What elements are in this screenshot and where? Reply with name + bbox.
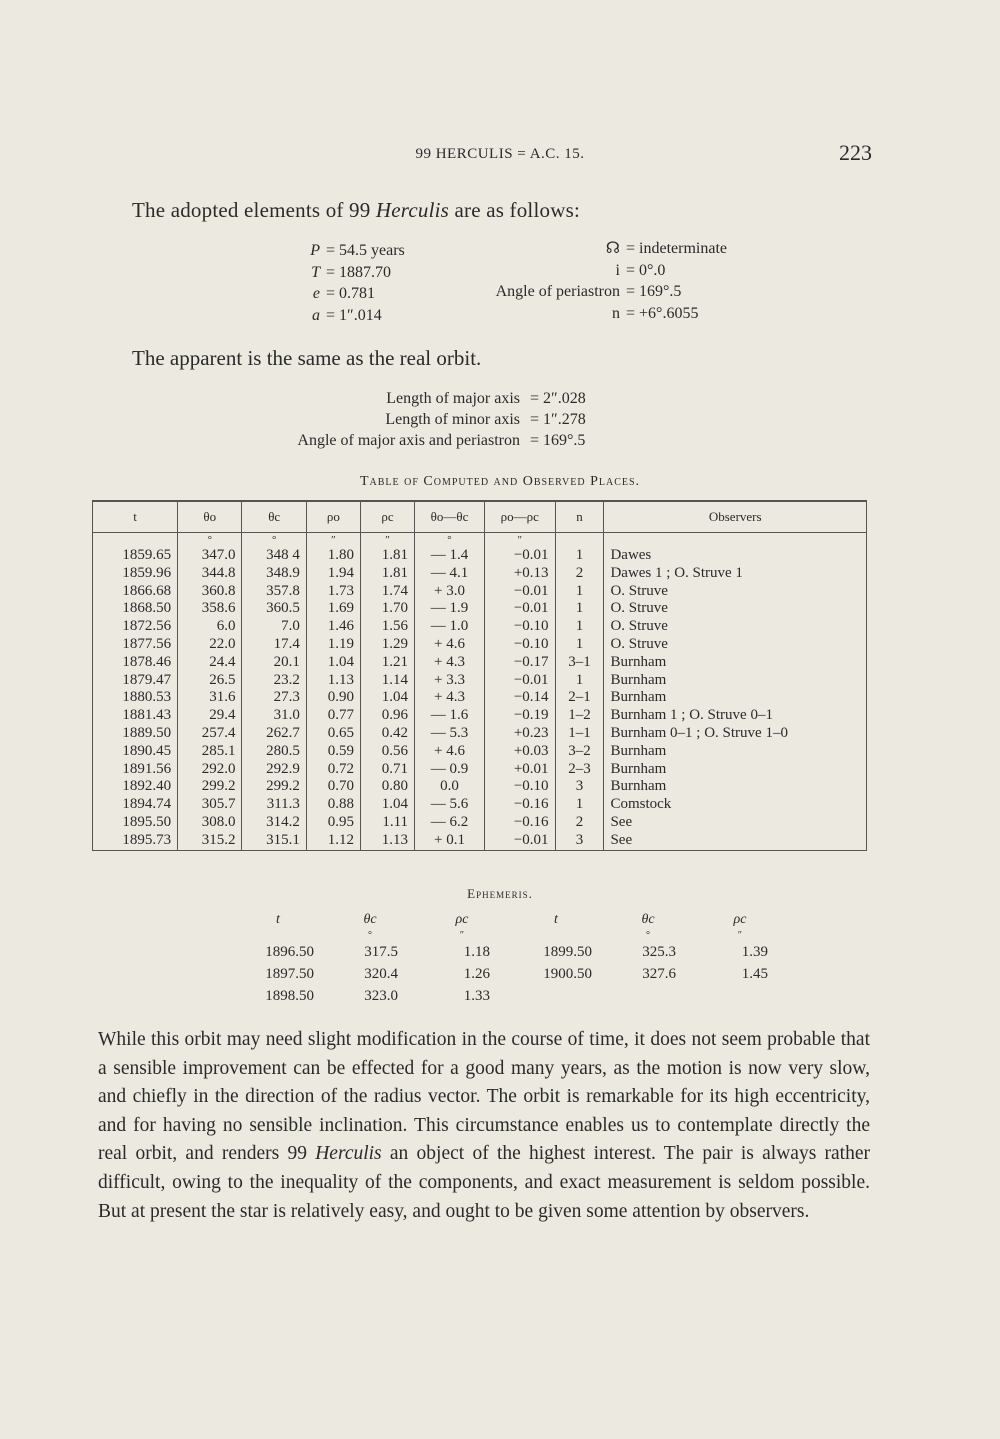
table-cell: −0.19	[484, 707, 555, 725]
table-cell: 1868.50	[93, 600, 178, 618]
table-cell: −0.10	[484, 778, 555, 796]
ephemeris-header-cell: t	[276, 912, 280, 927]
table-header-row	[93, 501, 867, 533]
table-cell: 1	[555, 796, 604, 814]
axis-row	[240, 409, 586, 430]
table-cell: 1.74	[360, 583, 414, 601]
table-cell: 1.81	[360, 547, 414, 565]
table-cell: Burnham	[604, 689, 867, 707]
table-cell: + 4.3	[415, 654, 485, 672]
table-row	[93, 636, 867, 654]
table-cell: −0.01	[484, 600, 555, 618]
table-cell: 1859.96	[93, 565, 178, 583]
table-cell: — 5.6	[415, 796, 485, 814]
table-cell: Burnham	[604, 761, 867, 779]
table-row	[93, 583, 867, 601]
table-cell: + 3.0	[415, 583, 485, 601]
table-cell: 285.1	[178, 743, 242, 761]
axes-block	[240, 388, 586, 451]
table-cell: See	[604, 814, 867, 832]
ephemeris-cell: 1.45	[741, 965, 768, 982]
table-header-cell: Observers	[604, 501, 867, 533]
table-header-cell: θo—θc	[415, 501, 485, 533]
unit-cell: ″	[306, 533, 360, 548]
table-cell: 0.80	[360, 778, 414, 796]
intro-text-before: The adopted elements of 99	[132, 198, 376, 222]
table-cell: Burnham	[604, 743, 867, 761]
table-cell: 1879.47	[93, 672, 178, 690]
table-cell: −0.17	[484, 654, 555, 672]
table-cell: +0.13	[484, 565, 555, 583]
table-cell: 1–1	[555, 725, 604, 743]
table-cell: 27.3	[242, 689, 306, 707]
ephemeris-header-cell: ρc	[455, 912, 469, 927]
table-header-cell: ρo	[306, 501, 360, 533]
table-cell: 0.56	[360, 743, 414, 761]
axis-row	[240, 430, 586, 451]
ephemeris-header-cell: ρc	[733, 912, 747, 927]
table-cell: 24.4	[178, 654, 242, 672]
table-cell: 1.04	[306, 654, 360, 672]
table-cell: 1.80	[306, 547, 360, 565]
table-cell: 1895.50	[93, 814, 178, 832]
table-cell: 0.59	[306, 743, 360, 761]
table-cell: +0.01	[484, 761, 555, 779]
table-cell: 1.73	[306, 583, 360, 601]
element-symbol: T	[311, 263, 320, 281]
table-cell: 2	[555, 814, 604, 832]
ephemeris-cell: 327.6	[642, 965, 676, 982]
table-cell: 1881.43	[93, 707, 178, 725]
table-cell: 1.14	[360, 672, 414, 690]
element-symbol: Angle of periastron	[495, 283, 620, 300]
table-cell: 262.7	[242, 725, 306, 743]
table-row	[93, 618, 867, 636]
table-cell: −0.01	[484, 832, 555, 850]
table-cell: −0.01	[484, 672, 555, 690]
table-cell: — 1.6	[415, 707, 485, 725]
table-row	[93, 565, 867, 583]
element-symbol: e	[312, 285, 320, 302]
ephemeris-cell: 323.0	[364, 987, 398, 1004]
table-cell: 1892.40	[93, 778, 178, 796]
table-row	[93, 707, 867, 725]
table-cell: O. Struve	[604, 600, 867, 618]
element-symbol: ☊	[605, 240, 620, 257]
table-cell: — 1.9	[415, 600, 485, 618]
table-cell: 344.8	[178, 565, 242, 583]
ephemeris-cell: 1900.50	[543, 965, 592, 982]
element-symbol: P	[310, 242, 320, 259]
table-header-cell: ρc	[360, 501, 414, 533]
table-cell: 315.2	[178, 832, 242, 850]
axis-label: Angle of major axis and periastron	[297, 432, 520, 449]
intro-sentence	[132, 198, 580, 223]
element-row	[420, 303, 740, 325]
table-cell: 1890.45	[93, 743, 178, 761]
table-cell: 292.9	[242, 761, 306, 779]
table-cell: + 4.6	[415, 636, 485, 654]
table-cell: 31.0	[242, 707, 306, 725]
table-cell: 3–2	[555, 743, 604, 761]
table-cell: −0.01	[484, 583, 555, 601]
closing-text-2: an object of the highest interest. The pair is always rather difficult, owing to the inequality of the components, and exact measurement is seldom possible. But at present the star is relatively easy, and ought to be given some attention by observers.	[98, 1143, 871, 1222]
table-cell: −0.14	[484, 689, 555, 707]
table-cell: O. Struve	[604, 583, 867, 601]
ephemeris-row	[510, 963, 786, 985]
table-cell: 308.0	[178, 814, 242, 832]
table-cell: 0.88	[306, 796, 360, 814]
table-cell: + 3.3	[415, 672, 485, 690]
element-symbol: a	[312, 306, 320, 324]
running-head: 99 HERCULIS = A.C. 15.	[415, 146, 585, 162]
table-row	[93, 689, 867, 707]
table-cell: 22.0	[178, 636, 242, 654]
table-cell: 1.94	[306, 565, 360, 583]
element-row	[420, 238, 740, 260]
table-cell: 0.0	[415, 778, 485, 796]
table-cell: 257.4	[178, 725, 242, 743]
unit-cell	[555, 533, 604, 548]
table-cell: 3	[555, 832, 604, 850]
table-row	[93, 814, 867, 832]
table-cell: 0.96	[360, 707, 414, 725]
table-cell: 299.2	[178, 778, 242, 796]
table-cell: — 0.9	[415, 761, 485, 779]
apparent-orbit-sentence: The apparent is the same as the real orbit.	[132, 346, 482, 370]
table-cell: O. Struve	[604, 618, 867, 636]
table-cell: 29.4	[178, 707, 242, 725]
element-value: = 169°.5	[626, 283, 682, 300]
table-cell: +0.23	[484, 725, 555, 743]
table-cell: −0.16	[484, 814, 555, 832]
table-cell: 348 4	[242, 547, 306, 565]
ephemeris-cell: 1.39	[741, 943, 768, 960]
table-cell: Burnham	[604, 778, 867, 796]
table-cell: −0.01	[484, 547, 555, 565]
table-cell: 20.1	[242, 654, 306, 672]
table-cell: 1859.65	[93, 547, 178, 565]
table-header-cell: ρo—ρc	[484, 501, 555, 533]
table-cell: 1.11	[360, 814, 414, 832]
table-cell: — 5.3	[415, 725, 485, 743]
table-row	[93, 547, 867, 565]
table-cell: — 1.0	[415, 618, 485, 636]
table-cell: 360.8	[178, 583, 242, 601]
ephemeris-cell: 1898.50	[265, 987, 314, 1004]
table-row	[93, 778, 867, 796]
element-value: = indeterminate	[626, 240, 727, 257]
table-cell: 315.1	[242, 832, 306, 850]
table-cell: 2–1	[555, 689, 604, 707]
table-row	[93, 654, 867, 672]
element-value: = 1″.014	[326, 306, 382, 324]
ephemeris-unit-cell	[510, 930, 602, 941]
table-row	[93, 796, 867, 814]
table-cell: 0.42	[360, 725, 414, 743]
table-cell: See	[604, 832, 867, 850]
table-cell: 7.0	[242, 618, 306, 636]
table-cell: 6.0	[178, 618, 242, 636]
ephemeris-right	[510, 910, 786, 985]
axis-label: Length of minor axis	[385, 411, 520, 428]
table-cell: 1.21	[360, 654, 414, 672]
table-cell: 358.6	[178, 600, 242, 618]
ephemeris-cell: 1.18	[463, 943, 490, 960]
element-value: = 0.781	[326, 285, 376, 302]
table-cell: 1.81	[360, 565, 414, 583]
table-cell: 1	[555, 583, 604, 601]
table-cell: 1880.53	[93, 689, 178, 707]
table-cell: Burnham	[604, 672, 867, 690]
ephemeris-cell: 317.5	[364, 943, 398, 960]
table-cell: 1895.73	[93, 832, 178, 850]
table-cell: 348.9	[242, 565, 306, 583]
table-row	[93, 672, 867, 690]
table-cell: 360.5	[242, 600, 306, 618]
table-cell: 3	[555, 778, 604, 796]
unit-cell: °	[242, 533, 306, 548]
table-cell: 26.5	[178, 672, 242, 690]
table-cell: + 0.1	[415, 832, 485, 850]
table-cell: — 1.4	[415, 547, 485, 565]
table-cell: 347.0	[178, 547, 242, 565]
table-cell: 31.6	[178, 689, 242, 707]
table-cell: 1889.50	[93, 725, 178, 743]
table-cell: 1894.74	[93, 796, 178, 814]
table-cell: 0.72	[306, 761, 360, 779]
ephemeris-row	[232, 985, 508, 1007]
table-cell: 0.70	[306, 778, 360, 796]
unit-cell	[93, 533, 178, 548]
axis-value: = 169°.5	[530, 432, 586, 449]
element-symbol: n	[612, 304, 620, 322]
table-cell: 1877.56	[93, 636, 178, 654]
table-cell: 1	[555, 636, 604, 654]
table-cell: 1891.56	[93, 761, 178, 779]
table-header-cell: n	[555, 501, 604, 533]
ephemeris-header-cell: t	[554, 912, 558, 927]
table-row	[93, 600, 867, 618]
table-cell: 17.4	[242, 636, 306, 654]
table-cell: 305.7	[178, 796, 242, 814]
table-cell: 2	[555, 565, 604, 583]
element-row	[420, 281, 740, 303]
ephemeris-cell: 320.4	[364, 965, 398, 982]
ephemeris-unit-cell: °	[646, 930, 650, 941]
table-cell: — 4.1	[415, 565, 485, 583]
table-cell: 1	[555, 618, 604, 636]
element-value: = 1887.70	[326, 263, 392, 281]
table-cell: — 6.2	[415, 814, 485, 832]
element-value: = 0°.0	[626, 261, 666, 279]
table-cell: +0.03	[484, 743, 555, 761]
ephemeris-unit-cell: ″	[737, 930, 743, 941]
table-cell: 311.3	[242, 796, 306, 814]
ephemeris-header-cell: θc	[363, 912, 377, 927]
ephemeris-header-cell: θc	[641, 912, 655, 927]
table-cell: −0.10	[484, 636, 555, 654]
table-cell: 314.2	[242, 814, 306, 832]
table-cell: + 4.6	[415, 743, 485, 761]
closing-text-1: While this orbit may need slight modification in the course of time, it does not seem probable that a sensible improvement can be effected for a good many years, as the motion is now very slow, and chiefly in the direction of the radius vector. The orbit is remarkable for its high eccentricity, and for having no sensible inclination. This circumstance enables us to contemplate directly the real orbit, and renders 99	[98, 1029, 870, 1165]
ephemeris-cell: 1.26	[463, 965, 490, 982]
table-cell: 1872.56	[93, 618, 178, 636]
table-cell: 1.13	[360, 832, 414, 850]
ephemeris-header-row	[510, 910, 786, 930]
table-header-cell: t	[93, 501, 178, 533]
table-cell: 0.77	[306, 707, 360, 725]
table-row	[93, 725, 867, 743]
units-row	[93, 533, 867, 548]
table-cell: 1.69	[306, 600, 360, 618]
ephemeris-unit-cell: ″	[459, 930, 465, 941]
table-cell: Comstock	[604, 796, 867, 814]
axis-row	[240, 388, 586, 409]
element-value: = +6°.6055	[626, 304, 699, 322]
unit-cell: °	[415, 533, 485, 548]
table-cell: + 4.3	[415, 689, 485, 707]
table-cell: −0.10	[484, 618, 555, 636]
table-cell: Burnham 0–1 ; O. Struve 1–0	[604, 725, 867, 743]
ephemeris-row	[232, 941, 508, 963]
table-cell: Dawes	[604, 547, 867, 565]
table-cell: 0.95	[306, 814, 360, 832]
table-cell: 1878.46	[93, 654, 178, 672]
table-cell: 280.5	[242, 743, 306, 761]
table-cell: 1.70	[360, 600, 414, 618]
unit-cell: ″	[360, 533, 414, 548]
ephemeris-header-row	[232, 910, 508, 930]
ephemeris-left	[232, 910, 508, 1007]
table-cell: 1.04	[360, 689, 414, 707]
closing-star-name: Herculis	[315, 1143, 382, 1165]
table-cell: −0.16	[484, 796, 555, 814]
table-cell: Dawes 1 ; O. Struve 1	[604, 565, 867, 583]
axis-value: = 2″.028	[530, 390, 586, 407]
ephemeris-cell: 1.33	[463, 987, 490, 1004]
axis-value: = 1″.278	[530, 411, 586, 428]
table-cell: 23.2	[242, 672, 306, 690]
table-row	[93, 743, 867, 761]
axis-label: Length of major axis	[386, 390, 520, 407]
element-symbol: i	[615, 261, 620, 279]
table-cell: 0.90	[306, 689, 360, 707]
table-cell: Burnham 1 ; O. Struve 0–1	[604, 707, 867, 725]
ephemeris-unit-cell: °	[368, 930, 372, 941]
unit-cell	[604, 533, 867, 548]
table-cell: 1.56	[360, 618, 414, 636]
closing-paragraph	[98, 1026, 870, 1226]
element-value: = 54.5 years	[326, 242, 405, 259]
ephemeris-unit-cell	[232, 930, 324, 941]
page-number: 223	[839, 140, 872, 165]
table-cell: 1	[555, 547, 604, 565]
element-row	[420, 260, 740, 282]
table-body	[93, 533, 867, 851]
table-cell: 1.13	[306, 672, 360, 690]
ephemeris-title: Ephemeris.	[467, 886, 533, 901]
intro-text-after: are as follows:	[449, 198, 580, 222]
table-row	[93, 761, 867, 779]
table-cell: 0.65	[306, 725, 360, 743]
table-cell: 1866.68	[93, 583, 178, 601]
table-cell: 0.71	[360, 761, 414, 779]
table-cell: 3–1	[555, 654, 604, 672]
table-cell: 1.29	[360, 636, 414, 654]
table-cell: 1.19	[306, 636, 360, 654]
table-header-cell: θo	[178, 501, 242, 533]
unit-cell: ″	[484, 533, 555, 548]
table-cell: 357.8	[242, 583, 306, 601]
table-cell: 1	[555, 600, 604, 618]
table-cell: 1.12	[306, 832, 360, 850]
table-cell: 1.46	[306, 618, 360, 636]
ephemeris-cell: 1896.50	[265, 943, 314, 960]
ephemeris-cell: 1897.50	[265, 965, 314, 982]
table-cell: O. Struve	[604, 636, 867, 654]
ephemeris-cell: 1899.50	[543, 943, 592, 960]
table-row	[93, 832, 867, 850]
table-cell: 292.0	[178, 761, 242, 779]
intro-star-name: Herculis	[375, 198, 450, 222]
table-cell: 1.04	[360, 796, 414, 814]
table-caption: Table of Computed and Observed Places.	[359, 474, 641, 489]
ephemeris-row	[232, 963, 508, 985]
ephemeris-cell: 325.3	[642, 943, 676, 960]
unit-cell: °	[178, 533, 242, 548]
table-cell: 1	[555, 672, 604, 690]
elements-right-column	[420, 238, 740, 324]
observations-table	[92, 500, 867, 851]
table-cell: Burnham	[604, 654, 867, 672]
table-cell: 299.2	[242, 778, 306, 796]
table-cell: 2–3	[555, 761, 604, 779]
table-cell: 1–2	[555, 707, 604, 725]
ephemeris-units-row	[232, 930, 508, 941]
table-header-cell: θc	[242, 501, 306, 533]
ephemeris-row	[510, 941, 786, 963]
ephemeris-units-row	[510, 930, 786, 941]
